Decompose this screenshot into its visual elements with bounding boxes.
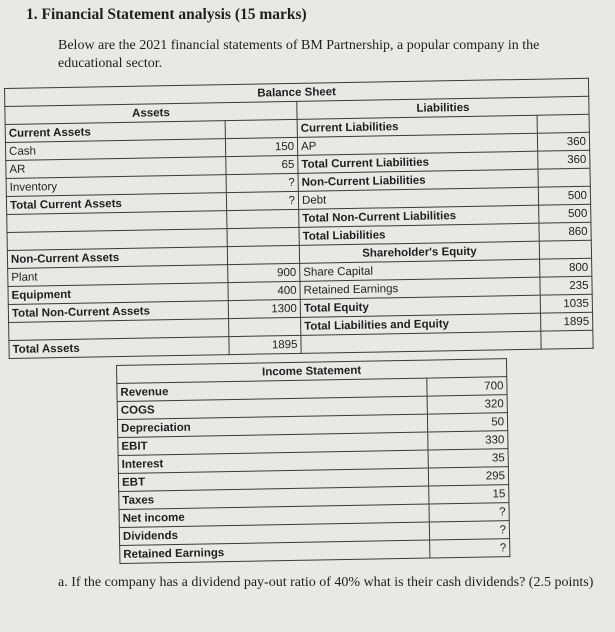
asset-value: 1300 <box>228 299 300 318</box>
income-value: 295 <box>428 467 508 486</box>
asset-value: 900 <box>228 263 300 282</box>
income-label: Interest <box>118 450 428 473</box>
asset-label: Equipment <box>8 283 228 305</box>
asset-value: ? <box>226 191 298 210</box>
income-statement-title: Income Statement <box>117 359 507 384</box>
liability-value <box>541 330 593 349</box>
question-title: 1. Financial Statement analysis (15 marks) <box>26 6 307 23</box>
income-value: 700 <box>427 377 507 396</box>
asset-value: ? <box>226 173 298 192</box>
asset-label: Plant <box>8 265 228 287</box>
asset-value: 1895 <box>229 335 301 354</box>
asset-value <box>227 245 299 264</box>
income-value: 15 <box>429 485 509 504</box>
asset-value <box>225 119 297 138</box>
liability-value: 360 <box>537 132 589 151</box>
liabilities-header: Liabilities <box>297 96 589 119</box>
income-label: COGS <box>117 396 427 419</box>
asset-value: 65 <box>226 155 298 174</box>
asset-value: 150 <box>225 137 297 156</box>
asset-value <box>227 209 299 228</box>
question-a: a. If the company has a dividend pay-out ratio of 40% what is their cash dividends? (2.5 points) <box>58 575 594 590</box>
income-value: 35 <box>428 449 508 468</box>
liability-value: 860 <box>539 222 591 241</box>
liability-label: Total Current Liabilities <box>298 151 538 173</box>
question-intro: Below are the 2021 financial statements of BM Partnership, a popular company in the educational sector. <box>58 38 540 71</box>
liability-label: Total Liabilities <box>299 223 539 245</box>
income-label: Depreciation <box>117 414 427 437</box>
income-value: ? <box>429 503 509 522</box>
liability-label <box>301 331 541 353</box>
liability-value <box>537 114 589 133</box>
income-label: EBT <box>118 468 428 491</box>
asset-label: Inventory <box>6 175 226 197</box>
income-value: 50 <box>427 413 507 432</box>
liability-value: 1035 <box>540 294 592 313</box>
liability-label: Total Equity <box>300 295 540 317</box>
balance-sheet <box>4 78 593 360</box>
asset-value: 400 <box>228 281 300 300</box>
liability-label: Total Liabilities and Equity <box>301 313 541 335</box>
asset-label: AR <box>6 157 226 179</box>
liability-label: Shareholder's Equity <box>299 241 539 263</box>
income-value: ? <box>430 539 510 558</box>
liability-label: Total Non-Current Liabilities <box>299 205 539 227</box>
asset-value <box>227 227 299 246</box>
liability-value: 235 <box>540 276 592 295</box>
income-value: 320 <box>427 395 507 414</box>
income-label: Net income <box>119 504 429 527</box>
income-label: Revenue <box>117 378 427 401</box>
income-statement <box>116 358 509 560</box>
income-label: EBIT <box>118 432 428 455</box>
liability-label: Debt <box>298 187 538 209</box>
asset-label: Non-Current Assets <box>7 247 227 269</box>
liability-label: Current Liabilities <box>297 115 537 137</box>
liability-value: 500 <box>538 186 590 205</box>
income-value: 330 <box>428 431 508 450</box>
asset-label: Total Assets <box>9 337 229 359</box>
income-value: ? <box>429 521 509 540</box>
liability-value: 360 <box>538 150 590 169</box>
asset-value <box>229 317 301 336</box>
liability-label: Retained Earnings <box>300 277 540 299</box>
income-label: Taxes <box>119 486 429 509</box>
liability-label: Share Capital <box>300 259 540 281</box>
liability-value <box>539 240 591 259</box>
liability-value <box>538 168 590 187</box>
asset-label: Total Current Assets <box>6 193 226 215</box>
liability-value: 1895 <box>541 312 593 331</box>
income-label: Dividends <box>119 522 429 545</box>
liability-label: Non-Current Liabilities <box>298 169 538 191</box>
asset-label: Cash <box>5 139 225 161</box>
liability-label: AP <box>297 133 537 155</box>
liability-value: 800 <box>540 258 592 277</box>
liability-value: 500 <box>539 204 591 223</box>
balance-sheet-title: Balance Sheet <box>5 78 589 106</box>
asset-label: Total Non-Current Assets <box>8 301 228 323</box>
assets-header: Assets <box>5 101 297 124</box>
asset-label: Current Assets <box>5 121 225 143</box>
income-label: Retained Earnings <box>120 540 430 563</box>
